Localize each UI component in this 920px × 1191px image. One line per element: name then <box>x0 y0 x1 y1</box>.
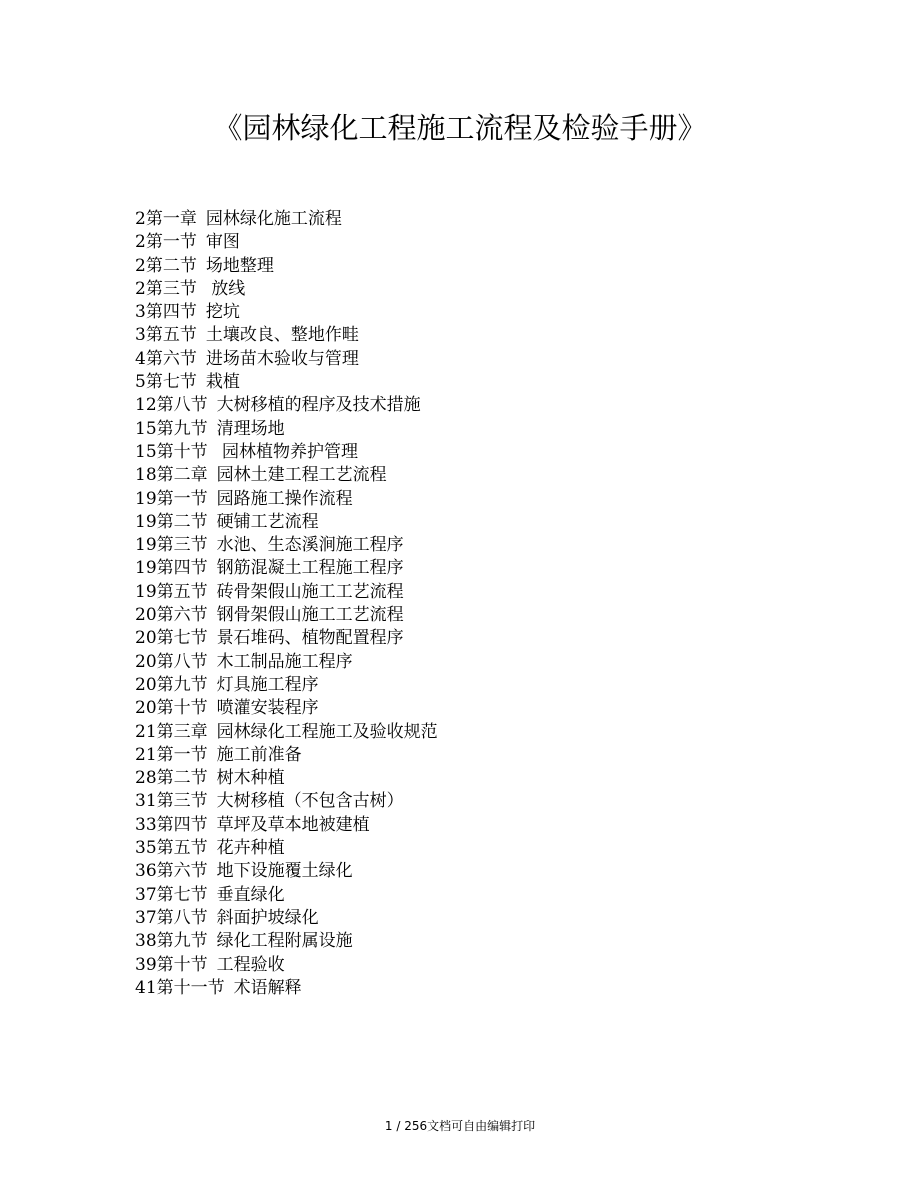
toc-section-label: 第六节 <box>156 861 208 882</box>
toc-section-title: 审图 <box>205 232 240 253</box>
table-of-contents <box>135 208 438 1000</box>
toc-section-label: 第四节 <box>156 558 208 579</box>
toc-section-title: 场地整理 <box>205 255 274 276</box>
toc-section-title: 工程验收 <box>216 954 285 975</box>
toc-section-title: 喷灌安装程序 <box>216 698 319 719</box>
toc-page-number: 20 <box>135 674 157 695</box>
toc-section-title: 园林土建工程工艺流程 <box>216 465 387 486</box>
toc-section-title: 园路施工操作流程 <box>216 488 353 509</box>
toc-entry <box>135 767 438 790</box>
toc-entry <box>135 581 438 604</box>
toc-entry <box>135 814 438 837</box>
toc-entry <box>135 860 438 883</box>
toc-page-number: 12 <box>135 395 157 416</box>
toc-entry <box>135 348 438 371</box>
toc-page-number: 3 <box>135 325 146 346</box>
toc-section-label: 第四节 <box>145 302 197 323</box>
toc-section-label: 第八节 <box>156 907 208 928</box>
toc-section-title: 园林绿化工程施工及验收规范 <box>216 721 438 742</box>
toc-entry <box>135 651 438 674</box>
toc-entry <box>135 488 438 511</box>
toc-section-label: 第七节 <box>156 628 208 649</box>
toc-entry <box>135 884 438 907</box>
toc-section-title: 大树移植（不包含古树） <box>216 791 404 812</box>
toc-section-label: 第二节 <box>156 768 208 789</box>
toc-section-label: 第九节 <box>156 674 208 695</box>
toc-section-label: 第十节 <box>156 954 208 975</box>
toc-page-number: 2 <box>135 232 146 253</box>
toc-page-number: 2 <box>135 278 146 299</box>
toc-entry <box>135 954 438 977</box>
toc-page-number: 39 <box>135 954 157 975</box>
toc-section-title: 木工制品施工程序 <box>216 651 353 672</box>
toc-section-label: 第九节 <box>156 418 208 439</box>
toc-page-number: 19 <box>135 511 157 532</box>
toc-entry <box>135 744 438 767</box>
toc-section-title: 放线 <box>205 278 246 299</box>
toc-section-label: 第五节 <box>156 581 208 602</box>
toc-section-title: 挖坑 <box>205 302 240 323</box>
toc-page-number: 15 <box>135 441 157 462</box>
toc-page-number: 20 <box>135 605 157 626</box>
toc-page-number: 15 <box>135 418 157 439</box>
toc-entry <box>135 721 438 744</box>
toc-page-number: 19 <box>135 488 157 509</box>
toc-section-title: 园林绿化施工流程 <box>205 209 342 229</box>
toc-section-label: 第三章 <box>156 721 208 742</box>
toc-entry <box>135 301 438 324</box>
toc-page-number: 20 <box>135 698 157 719</box>
toc-section-title: 术语解释 <box>233 977 302 998</box>
toc-entry <box>135 394 438 417</box>
toc-page-number: 19 <box>135 581 157 602</box>
toc-section-title: 进场苗木验收与管理 <box>205 348 359 369</box>
toc-section-label: 第二节 <box>145 255 197 276</box>
toc-page-number: 2 <box>135 209 146 229</box>
toc-section-label: 第十一节 <box>156 977 225 998</box>
toc-page-number: 41 <box>135 977 157 998</box>
toc-section-label: 第四节 <box>156 814 208 835</box>
toc-section-label: 第十节 <box>156 441 208 462</box>
toc-entry <box>135 790 438 813</box>
toc-page-number: 19 <box>135 535 157 556</box>
toc-section-title: 栽植 <box>205 372 240 393</box>
toc-section-label: 第五节 <box>145 325 197 346</box>
toc-section-label: 第一章 <box>145 209 197 229</box>
toc-entry <box>135 371 438 394</box>
toc-section-title: 清理场地 <box>216 418 285 439</box>
toc-page-number: 3 <box>135 302 146 323</box>
toc-entry <box>135 511 438 534</box>
toc-section-label: 第七节 <box>145 372 197 393</box>
toc-entry <box>135 324 438 347</box>
toc-page-number: 21 <box>135 744 157 765</box>
toc-section-title: 灯具施工程序 <box>216 674 319 695</box>
toc-section-title: 绿化工程附属设施 <box>216 931 353 952</box>
toc-section-title: 斜面护坡绿化 <box>216 907 319 928</box>
toc-section-title: 草坪及草本地被建植 <box>216 814 370 835</box>
toc-section-label: 第十节 <box>156 698 208 719</box>
toc-page-number: 38 <box>135 931 157 952</box>
page-footer: 1 / 256文档可自由编辑打印 <box>384 1119 536 1133</box>
toc-page-number: 18 <box>135 465 157 486</box>
toc-entry <box>135 255 438 278</box>
toc-section-title: 钢筋混凝土工程施工程序 <box>216 558 404 579</box>
toc-entry <box>135 697 438 720</box>
toc-section-title: 地下设施覆土绿化 <box>216 861 353 882</box>
toc-page-number: 33 <box>135 814 157 835</box>
toc-entry <box>135 441 438 464</box>
toc-page-number: 36 <box>135 861 157 882</box>
toc-section-title: 钢骨架假山施工工艺流程 <box>216 605 404 626</box>
toc-page-number: 37 <box>135 907 157 928</box>
toc-page-number: 21 <box>135 721 157 742</box>
toc-section-label: 第一节 <box>156 744 208 765</box>
toc-entry <box>135 837 438 860</box>
toc-page-number: 28 <box>135 768 157 789</box>
toc-section-label: 第九节 <box>156 931 208 952</box>
toc-section-label: 第三节 <box>156 535 208 556</box>
toc-entry <box>135 418 438 441</box>
toc-section-label: 第六节 <box>156 605 208 626</box>
toc-entry <box>135 930 438 953</box>
toc-section-title: 水池、生态溪涧施工程序 <box>216 535 404 556</box>
toc-entry <box>135 627 438 650</box>
toc-section-label: 第一节 <box>156 488 208 509</box>
toc-page-number: 19 <box>135 558 157 579</box>
toc-page-number: 37 <box>135 884 157 905</box>
toc-entry <box>135 604 438 627</box>
toc-section-label: 第三节 <box>145 278 197 299</box>
toc-section-label: 第八节 <box>156 651 208 672</box>
toc-page-number: 35 <box>135 838 157 859</box>
toc-entry <box>135 464 438 487</box>
toc-section-label: 第六节 <box>145 348 197 369</box>
toc-page-number: 2 <box>135 255 146 276</box>
toc-section-title: 垂直绿化 <box>216 884 285 905</box>
toc-section-label: 第一节 <box>145 232 197 253</box>
toc-section-title: 硬铺工艺流程 <box>216 511 319 532</box>
toc-page-number: 31 <box>135 791 157 812</box>
toc-section-title: 土壤改良、整地作畦 <box>205 325 359 346</box>
toc-section-title: 园林植物养护管理 <box>216 441 359 462</box>
toc-page-number: 20 <box>135 628 157 649</box>
toc-entry <box>135 208 438 231</box>
toc-section-label: 第八节 <box>156 395 208 416</box>
toc-entry <box>135 674 438 697</box>
toc-page-number: 5 <box>135 372 146 393</box>
toc-section-label: 第三节 <box>156 791 208 812</box>
toc-entry <box>135 231 438 254</box>
toc-section-title: 砖骨架假山施工工艺流程 <box>216 581 404 602</box>
toc-entry <box>135 557 438 580</box>
toc-section-title: 景石堆码、植物配置程序 <box>216 628 404 649</box>
document-title: 《园林绿化工程施工流程及检验手册》 <box>213 111 707 145</box>
toc-page-number: 4 <box>135 348 146 369</box>
toc-entry <box>135 977 438 1000</box>
toc-section-title: 大树移植的程序及技术措施 <box>216 395 421 416</box>
toc-entry <box>135 534 438 557</box>
toc-entry <box>135 278 438 301</box>
toc-section-title: 树木种植 <box>216 768 285 789</box>
toc-page-number: 20 <box>135 651 157 672</box>
toc-section-title: 施工前准备 <box>216 744 302 765</box>
toc-section-title: 花卉种植 <box>216 838 285 859</box>
toc-entry <box>135 907 438 930</box>
toc-section-label: 第七节 <box>156 884 208 905</box>
toc-section-label: 第二章 <box>156 465 208 486</box>
toc-section-label: 第二节 <box>156 511 208 532</box>
toc-section-label: 第五节 <box>156 838 208 859</box>
